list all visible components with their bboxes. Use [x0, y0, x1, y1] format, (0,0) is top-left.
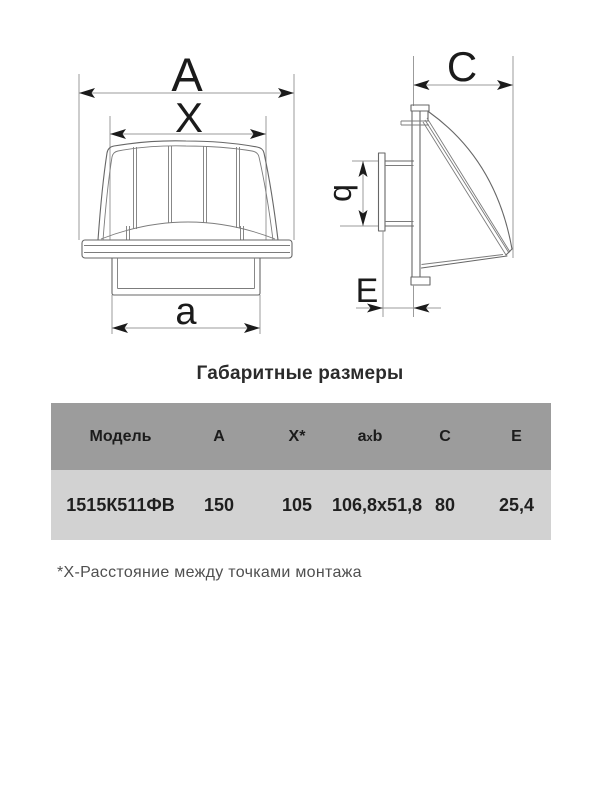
- cell-axb: 106,8x51,8: [332, 494, 423, 515]
- duct-walls: [385, 161, 414, 226]
- dim-label-A: A: [171, 48, 203, 101]
- mounting-tabs: [127, 226, 244, 240]
- dim-label-E: E: [355, 272, 379, 310]
- header-x: X*: [288, 427, 306, 445]
- header-axb-x: x: [366, 431, 373, 444]
- duct-inner-lines: [385, 166, 414, 222]
- hood-side: [422, 112, 513, 268]
- hood-bottom-inner: [422, 255, 504, 265]
- hood-front-curve: [429, 112, 512, 249]
- header-axb-a: a: [357, 427, 367, 445]
- duct-outline: [112, 258, 260, 295]
- table-header-row: [51, 403, 551, 470]
- hood-bottom-edge: [422, 256, 508, 268]
- dim-b: [327, 161, 378, 226]
- flange-side: [401, 105, 430, 285]
- flange-front: [82, 240, 292, 258]
- flange-bottom-foot: [411, 277, 430, 285]
- header-model: Модель: [89, 427, 152, 445]
- table-data-row: [51, 470, 551, 540]
- header-a: A: [213, 427, 225, 445]
- footnote: *Х-Расстояние между точками монтажа: [57, 564, 362, 581]
- header-e: E: [511, 427, 522, 445]
- front-view: [79, 48, 294, 334]
- dim-label-X: X: [174, 94, 204, 141]
- duct-front: [112, 258, 260, 295]
- extension-lines-E: [383, 231, 414, 317]
- dim-E: [356, 231, 441, 317]
- duct-inner-walls: [118, 258, 255, 289]
- cell-c: 80: [434, 494, 456, 515]
- dim-label-a: a: [175, 291, 197, 333]
- hood-front: [98, 141, 278, 240]
- flange-inner-lines: [84, 246, 290, 253]
- dimension-drawing: [0, 0, 600, 350]
- section-title: Габаритные размеры: [196, 363, 404, 384]
- flange-plate: [82, 240, 292, 258]
- cell-x: 105: [281, 494, 313, 515]
- dim-A: [79, 48, 294, 240]
- hood-outline-inner: [103, 146, 273, 240]
- hood-lower-arc: [101, 222, 275, 239]
- dim-a: [112, 291, 260, 334]
- hood-ribs: [134, 146, 240, 229]
- side-view: [327, 43, 513, 317]
- cell-e: 25,4: [498, 494, 535, 515]
- dim-label-C: C: [446, 43, 478, 90]
- header-axb-b: b: [372, 427, 383, 445]
- dimensions-table: [51, 403, 551, 540]
- header-c: C: [439, 427, 451, 445]
- cell-a: 150: [203, 494, 235, 515]
- dim-C: [414, 43, 514, 258]
- dim-label-b: b: [327, 184, 363, 202]
- duct-side: [379, 153, 414, 231]
- cell-model: 1515К511ФВ: [66, 494, 175, 515]
- hood-slope-lines: [423, 118, 510, 255]
- hood-outline-outer: [98, 141, 278, 240]
- header-axb: [332, 428, 408, 446]
- flange-plate-lines: [412, 111, 428, 277]
- duct-end-lip: [379, 153, 386, 231]
